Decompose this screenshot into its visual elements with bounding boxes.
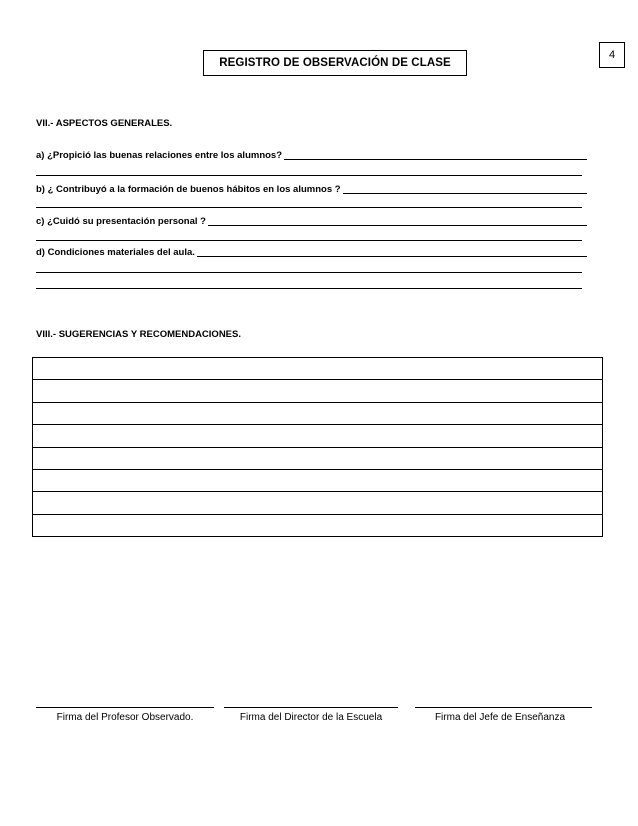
answer-line[interactable] — [36, 272, 582, 273]
question-d-label: d) Condiciones materiales del aula. — [36, 247, 195, 258]
answer-line[interactable] — [36, 240, 582, 241]
question-a-label: a) ¿Propició las buenas relaciones entre los alumnos? — [36, 150, 283, 161]
suggestion-row[interactable] — [33, 492, 602, 514]
answer-line[interactable] — [36, 207, 582, 208]
suggestion-row[interactable] — [33, 403, 602, 425]
question-b-answer-line[interactable] — [343, 193, 587, 194]
signature-label-teacher: Firma del Profesor Observado. — [56, 712, 194, 723]
section-8-heading: VIII.- SUGERENCIAS Y RECOMENDACIONES. — [36, 329, 241, 340]
suggestion-row[interactable] — [33, 470, 602, 492]
section-7-heading: VII.- ASPECTOS GENERALES. — [36, 118, 173, 129]
page-number: 4 — [599, 42, 625, 68]
question-c-label: c) ¿Cuidó su presentación personal ? — [36, 216, 206, 227]
suggestion-row[interactable] — [33, 358, 602, 380]
signature-line-chief[interactable] — [415, 707, 592, 708]
suggestion-row[interactable] — [33, 380, 602, 402]
answer-line[interactable] — [36, 288, 582, 289]
question-b — [36, 183, 587, 195]
signature-label-director: Firma del Director de la Escuela — [239, 712, 383, 723]
suggestion-row[interactable] — [33, 448, 602, 470]
question-c — [36, 215, 587, 227]
suggestion-row[interactable] — [33, 515, 602, 536]
suggestion-row[interactable] — [33, 425, 602, 447]
question-d-answer-line[interactable] — [197, 256, 587, 257]
answer-line[interactable] — [36, 175, 582, 176]
question-d — [36, 246, 587, 258]
question-a — [36, 149, 587, 161]
signature-line-teacher[interactable] — [36, 707, 214, 708]
page-title: REGISTRO DE OBSERVACIÓN DE CLASE — [203, 50, 467, 76]
signature-line-director[interactable] — [224, 707, 398, 708]
question-c-answer-line[interactable] — [208, 225, 587, 226]
question-a-answer-line[interactable] — [284, 159, 587, 160]
suggestions-table — [32, 357, 603, 537]
question-b-label: b) ¿ Contribuyó a la formación de buenos hábitos en los alumnos ? — [36, 184, 341, 195]
signature-label-chief: Firma del Jefe de Enseñanza — [434, 712, 566, 723]
